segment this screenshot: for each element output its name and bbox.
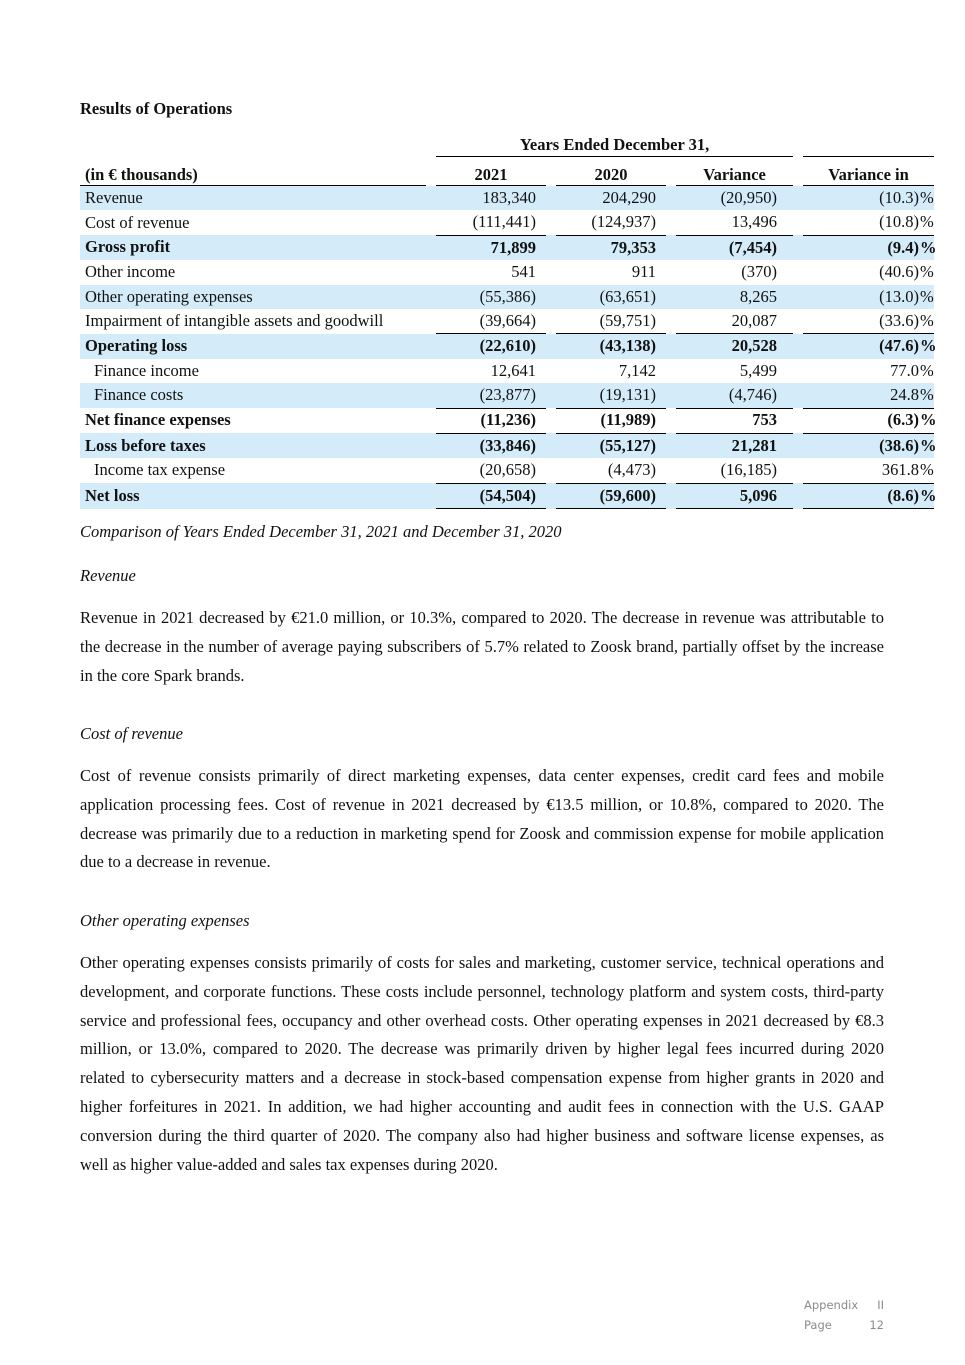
table-row — [80, 383, 934, 408]
value-variance: 5,096 — [676, 483, 793, 508]
value-2020: (63,651) — [556, 285, 666, 309]
value-2020: 79,353 — [556, 235, 666, 260]
value-variance-pct: 361.8 — [803, 458, 919, 483]
value-variance: (7,454) — [676, 235, 793, 260]
value-variance: 20,087 — [676, 309, 793, 334]
row-label: Income tax expense — [94, 460, 226, 480]
cost-of-revenue-paragraph: Cost of revenue consists primarily of direct marketing expenses, data center expenses, credit card fees and mobile application processing fees. Cost of revenue in 2021 decreased by €13.5 million, or 10.8%, compared to 2020. The decrease was primarily due to a reduction in marketing spend for Zoosk and commission expense for mobile application due to a decrease in revenue. — [80, 766, 884, 872]
table-row — [80, 433, 934, 458]
value-2021: (55,386) — [436, 285, 546, 309]
value-2020: (11,989) — [556, 408, 666, 433]
value-variance-pct: (6.3) — [803, 408, 919, 433]
value-2020: 911 — [631, 262, 656, 282]
value-variance: 5,499 — [739, 360, 778, 380]
column-header-2021: 2021 — [436, 157, 546, 186]
value-variance: 8,265 — [676, 285, 793, 309]
row-label: Gross profit — [80, 235, 426, 260]
table-row — [80, 285, 934, 309]
value-variance: 753 — [676, 408, 793, 433]
value-2021: (39,664) — [436, 309, 546, 334]
value-variance: (20,950) — [676, 186, 793, 211]
value-2020: (4,473) — [556, 458, 666, 483]
value-variance-pct: (10.8) — [803, 210, 919, 235]
row-label: Finance costs — [80, 383, 426, 408]
row-label: Loss before taxes — [80, 433, 426, 458]
value-2020: (43,138) — [556, 334, 666, 359]
percent-sign: % — [919, 483, 934, 508]
value-2021: (33,846) — [436, 433, 546, 458]
row-label: Revenue — [80, 186, 426, 211]
revenue-heading: Revenue — [80, 566, 136, 585]
footer-appendix-value: II — [877, 1298, 884, 1312]
footer-appendix — [804, 1298, 884, 1312]
percent-sign: % — [919, 309, 934, 334]
row-label: Net finance expenses — [85, 410, 231, 430]
value-variance: 20,528 — [676, 334, 793, 359]
value-2020: 7,142 — [618, 360, 656, 380]
value-variance-pct: 24.8 — [803, 383, 919, 408]
column-header-label: (in € thousands) — [80, 157, 426, 186]
value-2021: 541 — [511, 262, 536, 282]
table-row — [80, 186, 934, 211]
percent-sign: % — [919, 408, 934, 433]
percent-sign: % — [919, 285, 934, 309]
row-label: Other operating expenses — [80, 285, 426, 309]
value-2020: (55,127) — [556, 433, 666, 458]
value-variance-pct: (13.0) — [803, 285, 919, 309]
other-operating-paragraph: Other operating expenses consists primarily of costs for sales and marketing, customer service, technical operations and development, and corporate functions. These costs include personnel, technology platform and system costs, third-party service and professional fees, occupancy and other overhead costs. Other operating expenses in 2021 decreased by €8.3 million, or 13.0%, compared to 2020. The decrease was primarily driven by higher legal fees incurred during 2020 related to cybersecurity matters and a decrease in stock-based compensation expense from higher grants in 2020 and higher forfeitures in 2021. In addition, we had higher accounting and audit fees in connection with the U.S. GAAP conversion during the third quarter of 2020. The company also had higher business and software license expenses, as well as higher value-added and sales tax expenses during 2020. — [80, 953, 884, 1174]
percent-sign: % — [919, 383, 934, 408]
value-variance-pct: (40.6) — [879, 262, 920, 282]
revenue-paragraph: Revenue in 2021 decreased by €21.0 million, or 10.3%, compared to 2020. The decrease in revenue was attributable to the decrease in the number of average paying subscribers of 5.7% related to Zoosk brand, partially offset by the increase in the core Spark brands. — [80, 608, 884, 685]
other-operating-heading: Other operating expenses — [80, 911, 250, 930]
period-header: Years Ended December 31, — [436, 131, 793, 157]
value-2021: 71,899 — [436, 235, 546, 260]
value-2021: (11,236) — [436, 408, 546, 433]
value-variance-pct: (8.6) — [803, 483, 919, 508]
percent-sign: % — [919, 235, 934, 260]
value-2020: (59,600) — [556, 483, 666, 508]
cost-of-revenue-heading: Cost of revenue — [80, 724, 183, 743]
value-2020: (124,937) — [556, 210, 666, 235]
value-2021: (54,504) — [436, 483, 546, 508]
value-2021: 183,340 — [436, 186, 546, 211]
row-label: Finance income — [94, 360, 199, 380]
value-variance-pct: (38.6) — [803, 433, 919, 458]
row-label: Operating loss — [80, 334, 426, 359]
value-2021: 12,641 — [490, 360, 536, 380]
value-2020: (19,131) — [556, 383, 666, 408]
value-variance-pct: (47.6) — [803, 334, 919, 359]
value-variance: (4,746) — [676, 383, 793, 408]
value-variance: (16,185) — [676, 458, 793, 483]
percent-sign: % — [920, 262, 934, 282]
column-header-variance: Variance — [676, 157, 793, 186]
value-2021: (22,610) — [436, 334, 546, 359]
table-row — [80, 210, 934, 235]
table-row — [80, 260, 934, 284]
percent-sign: % — [919, 210, 934, 235]
row-label: Cost of revenue — [85, 212, 190, 232]
value-variance: 13,496 — [676, 210, 793, 235]
value-variance-pct: (33.6) — [803, 309, 919, 334]
value-variance-pct: (10.3) — [803, 186, 919, 211]
value-variance: (370) — [741, 262, 778, 282]
footer-page — [804, 1318, 884, 1332]
percent-sign: % — [920, 360, 934, 380]
column-header-variance-pct: Variance in — [803, 157, 934, 186]
section-title: Results of Operations — [80, 99, 233, 118]
table-row — [80, 334, 934, 359]
percent-sign: % — [919, 433, 934, 458]
value-variance-pct: (9.4) — [803, 235, 919, 260]
table-row — [80, 309, 934, 334]
row-label: Impairment of intangible assets and goodwill — [85, 311, 384, 331]
comparison-heading: Comparison of Years Ended December 31, 2021 and December 31, 2020 — [80, 522, 562, 541]
footer-page-number: 12 — [869, 1318, 884, 1332]
value-2021: (20,658) — [436, 458, 546, 483]
footer-appendix-label: Appendix — [804, 1298, 859, 1312]
value-2021: (23,877) — [436, 383, 546, 408]
value-variance-pct: 77.0 — [890, 360, 920, 380]
table-row — [80, 359, 934, 383]
percent-sign: % — [919, 334, 934, 359]
column-header-2020: 2020 — [556, 157, 666, 186]
row-label: Other income — [85, 262, 176, 282]
percent-sign: % — [919, 458, 934, 483]
value-variance: 21,281 — [676, 433, 793, 458]
table-row — [80, 483, 934, 508]
value-2020: (59,751) — [556, 309, 666, 334]
results-table — [80, 131, 937, 509]
footer-page-label: Page — [804, 1318, 832, 1332]
table-row — [80, 458, 934, 483]
value-2020: 204,290 — [556, 186, 666, 211]
percent-sign: % — [919, 186, 934, 211]
row-label: Net loss — [80, 483, 426, 508]
table-row — [80, 235, 934, 260]
value-2021: (111,441) — [436, 210, 546, 235]
table-row — [80, 408, 934, 433]
